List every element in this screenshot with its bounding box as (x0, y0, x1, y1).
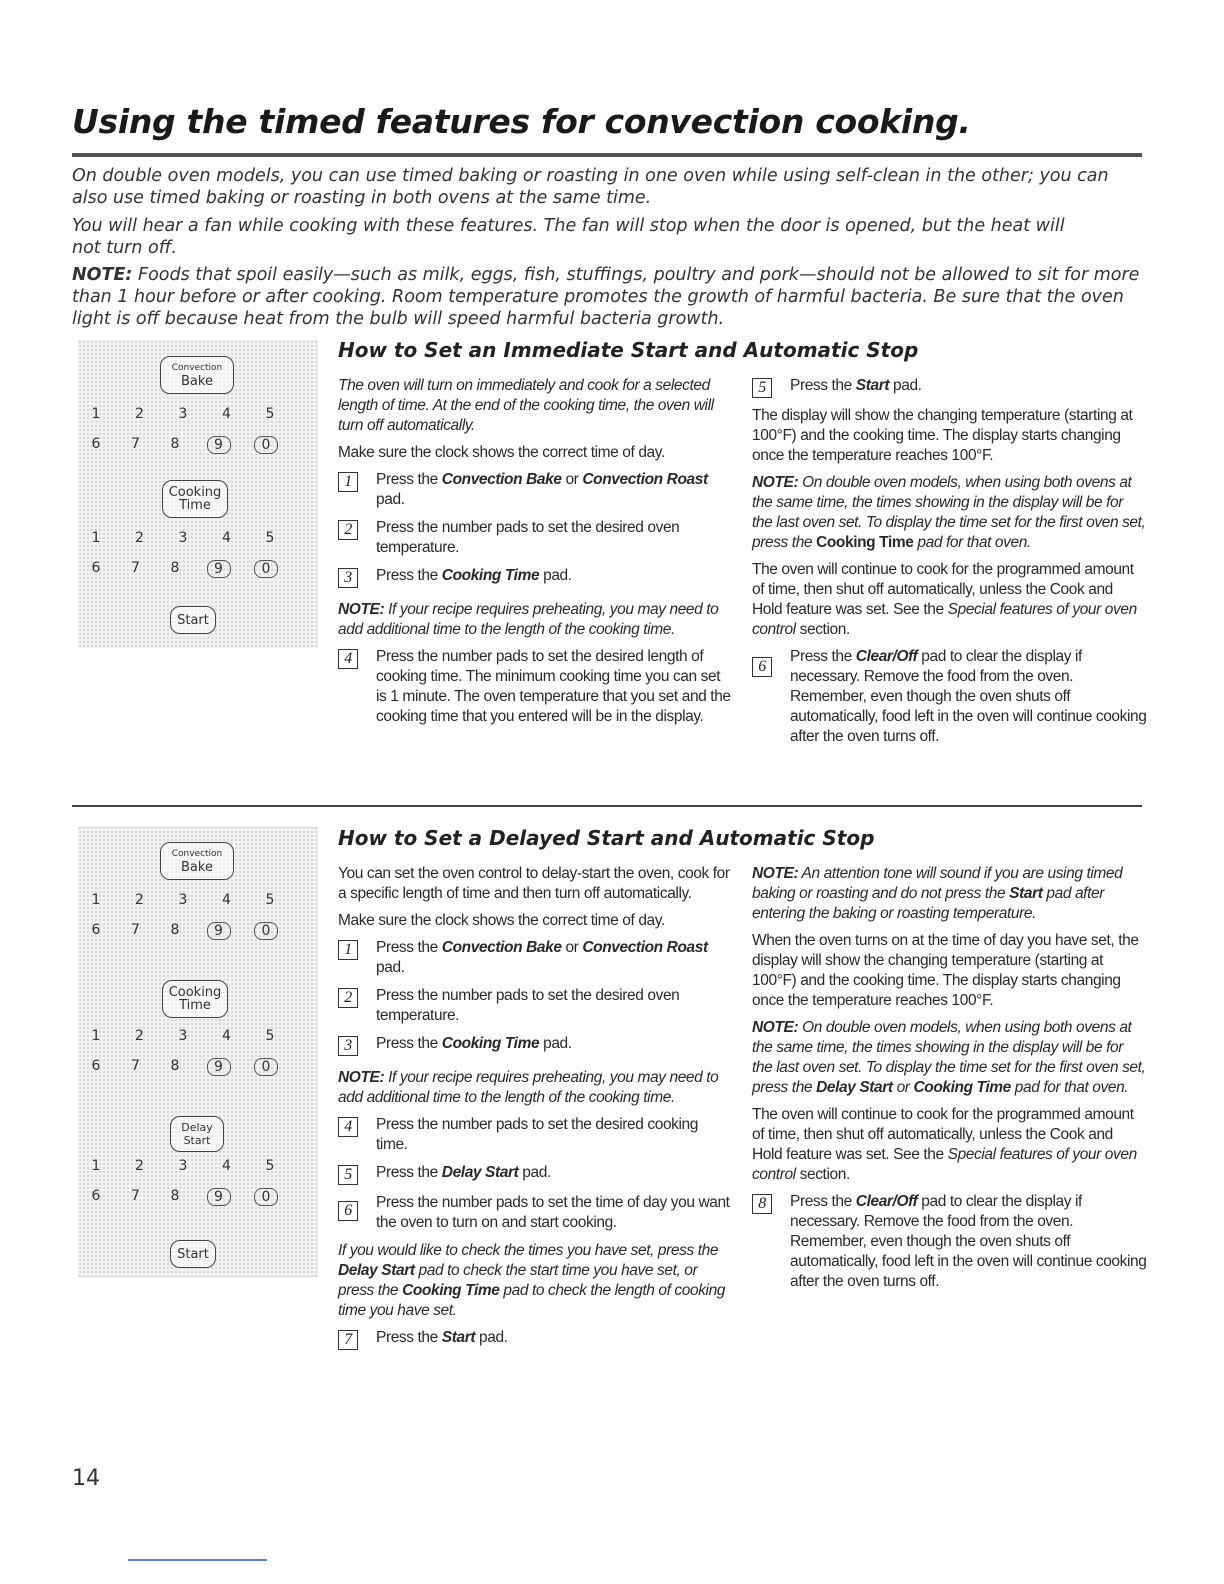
note-text: pad for that oven. (913, 534, 1031, 551)
step-text: pad. (539, 567, 572, 584)
key-3: 3 (178, 406, 188, 422)
body-text: pad to check the start time you have set, or press the (338, 1262, 698, 1299)
key-7: 7 (131, 922, 140, 938)
delay-start-ref: Delay Start (338, 1262, 415, 1279)
note-text: pad after entering the baking or roasting temperature. (752, 885, 1104, 922)
keypad-illustration-delayed (78, 826, 318, 1278)
convection-bake-pad (160, 356, 234, 394)
key-6: 6 (91, 436, 101, 452)
number-row-6 (88, 1188, 278, 1206)
note-label: NOTE: (338, 601, 385, 618)
step-number: 6 (338, 1201, 358, 1221)
delayed-start-heading: How to Set a Delayed Start and Automatic Stop (338, 826, 875, 850)
key-2: 2 (135, 1028, 144, 1044)
immediate-step-5 (752, 376, 1147, 398)
key-2: 2 (135, 892, 144, 908)
body-text: The oven will continue to cook for the programmed amount of time, then shut off automatically, unless the Cook and Hold feature was set. See the (752, 1106, 1134, 1163)
step-number: 4 (338, 1117, 358, 1137)
start-label: Start (183, 1134, 211, 1147)
step-text: pad to clear the display if necessary. Remove the food from the oven. Remember, even though the oven shuts off automatically, food left in the oven will continue cooking after the oven turns off. (790, 1193, 1147, 1290)
key-2: 2 (135, 1158, 144, 1174)
cooking-time-pad (162, 980, 228, 1018)
note-text: An attention tone will sound if you are using timed baking or roasting and do not press the (752, 865, 1123, 902)
step-text: Press the (376, 567, 442, 584)
key-9: 9 (207, 560, 231, 578)
convection-label: Convection (171, 849, 223, 859)
keypad-illustration-immediate (78, 340, 318, 648)
key-8: 8 (170, 922, 180, 938)
key-3: 3 (178, 892, 188, 908)
key-4: 4 (222, 530, 231, 546)
number-row-1 (88, 892, 278, 908)
key-4: 4 (222, 406, 231, 422)
body-text: section. (795, 1166, 850, 1183)
clear-off-ref: Clear/Off (855, 1193, 918, 1210)
note-label: NOTE: (752, 474, 799, 491)
step-number: 4 (338, 649, 358, 669)
step-text: pad. (376, 491, 405, 508)
step-text: pad. (889, 377, 922, 394)
delayed-step-6 (338, 1193, 733, 1233)
convection-bake-pad (160, 842, 234, 880)
key-2: 2 (135, 530, 144, 546)
key-6: 6 (91, 560, 101, 576)
display-description: When the oven turns on at the time of day you have set, the display will show the changing temperature (starting at 100°F) and the cooking time. The display starts changing once the temperature reaches 100°F. (752, 932, 1139, 1009)
title-divider (72, 153, 1142, 157)
continue-cooking-text (752, 1105, 1147, 1185)
delayed-right-column (752, 864, 1147, 1300)
double-oven-note (752, 1018, 1147, 1098)
time-label: Time (179, 998, 211, 1013)
key-9: 9 (207, 436, 231, 454)
body-text: If you would like to check the times you have set, press the (338, 1242, 719, 1259)
number-row-2 (88, 436, 278, 454)
key-9: 9 (207, 1058, 231, 1076)
clock-reminder: Make sure the clock shows the correct time of day. (338, 444, 665, 461)
cooking-time-ref: Cooking Time (913, 1079, 1011, 1096)
key-6: 6 (91, 1188, 101, 1204)
preheat-note (338, 1068, 733, 1108)
step-number: 6 (752, 657, 772, 677)
step-number: 3 (338, 568, 358, 588)
key-1: 1 (91, 530, 101, 546)
special-features-ref: Special features of your oven control (752, 601, 1137, 638)
convection-label: Convection (171, 363, 223, 373)
immediate-step-4 (338, 647, 733, 727)
delayed-step-7 (338, 1328, 733, 1350)
special-features-ref: Special features of your oven control (752, 1146, 1137, 1183)
start-label: Start (177, 1246, 209, 1262)
food-safety-note (72, 264, 1147, 330)
immediate-intro: The oven will turn on immediately and cook for a selected length of time. At the end of the cooking time, the oven will turn off automatically. (338, 377, 714, 434)
step-text: pad. (376, 959, 405, 976)
start-ref: Start (1009, 885, 1043, 902)
step-number: 2 (338, 988, 358, 1008)
bake-label: Bake (181, 860, 213, 875)
cooking-time-ref: Cooking Time (816, 534, 914, 551)
step-number: 5 (752, 378, 772, 398)
key-7: 7 (131, 1058, 140, 1074)
step-text: Press the (790, 377, 856, 394)
display-description: The display will show the changing temperature (starting at 100°F) and the cooking time. The display starts changing once the temperature reaches 100°F. (752, 407, 1133, 464)
key-1: 1 (91, 1028, 101, 1044)
key-8: 8 (170, 560, 180, 576)
step-text: Press the number pads to set the desired cooking time. (376, 1116, 698, 1153)
start-ref: Start (855, 377, 890, 394)
note-label: NOTE: (338, 1069, 385, 1086)
note-text: or (892, 1079, 914, 1096)
step-text: pad. (475, 1329, 508, 1346)
note-label: NOTE: (752, 865, 799, 882)
start-label: Start (177, 612, 209, 628)
key-4: 4 (222, 1028, 231, 1044)
key-7: 7 (131, 436, 140, 452)
footer-link-underline (128, 1559, 267, 1561)
step-number: 8 (752, 1194, 772, 1214)
note-text: If your recipe requires preheating, you may need to add additional time to the length of the cooking time. (338, 1069, 719, 1106)
immediate-step-2 (338, 518, 733, 558)
note-label: NOTE: (752, 1019, 799, 1036)
key-3: 3 (178, 1158, 188, 1174)
note-text: On double oven models, when using both ovens at the same time, the times showing in the display will be for the last oven set. To display the time set for the first oven set, press the (752, 474, 1146, 551)
delayed-step-5 (338, 1163, 733, 1185)
convection-roast-ref: Convection Roast (582, 939, 708, 956)
key-4: 4 (222, 1158, 231, 1174)
key-5: 5 (265, 530, 275, 546)
delay-start-pad (170, 1116, 224, 1152)
step-number: 2 (338, 520, 358, 540)
intro-paragraph-2: You will hear a fan while cooking with these features. The fan will stop when the door is opened, but the heat will not turn off. (72, 216, 1065, 258)
delayed-step-8 (752, 1192, 1147, 1292)
cooking-label: Cooking (168, 485, 222, 500)
step-text: Press the number pads to set the desired oven temperature. (376, 987, 680, 1024)
key-8: 8 (170, 1058, 180, 1074)
step-number: 1 (338, 472, 358, 492)
key-3: 3 (178, 530, 188, 546)
key-8: 8 (170, 436, 180, 452)
key-5: 5 (265, 406, 275, 422)
number-row-4 (88, 560, 278, 578)
note-text: Foods that spoil easily—such as milk, eggs, fish, stuffings, poultry and pork—should not be allowed to sit for more than 1 hour before or after cooking. Room temperature promotes the growth of harmful bacteria. Be sure that the oven light is off because heat from the bulb will speed harmful bacteria growth. (72, 265, 1140, 329)
step-text: pad. (518, 1164, 551, 1181)
key-7: 7 (131, 560, 140, 576)
delayed-step-4 (338, 1115, 733, 1155)
body-text: The oven will continue to cook for the programmed amount of time, then shut off automatically, unless the Cook and Hold feature was set. See the (752, 561, 1134, 618)
delayed-step-3 (338, 1034, 733, 1056)
continue-cooking-text (752, 560, 1147, 640)
preheat-note (338, 600, 733, 640)
attention-tone-note (752, 864, 1147, 924)
step-text: or (561, 471, 583, 488)
step-text: Press the number pads to set the desired length of cooking time. The minimum cooking time you can set is 1 minute. The oven temperature that you set and the cooking time that you entered will be in the display. (376, 648, 731, 725)
number-row-3 (88, 1028, 278, 1044)
double-oven-note (752, 473, 1147, 553)
key-0: 0 (254, 560, 278, 578)
step-text: Press the number pads to set the desired oven temperature. (376, 519, 680, 556)
key-9: 9 (207, 922, 231, 940)
step-text: pad to clear the display if necessary. Remove the food from the oven. Remember, even though the oven shuts off automatically, food left in the oven will continue cooking after the oven turns off. (790, 648, 1147, 745)
bake-label: Bake (181, 374, 213, 389)
step-text: Press the number pads to set the time of day you want the oven to turn on and start cooking. (376, 1194, 730, 1231)
key-0: 0 (254, 922, 278, 940)
immediate-left-column (338, 376, 733, 735)
number-row-1 (88, 406, 278, 422)
key-1: 1 (91, 892, 101, 908)
section-divider (72, 805, 1142, 807)
step-text: Press the (376, 1164, 442, 1181)
key-5: 5 (265, 1028, 275, 1044)
key-6: 6 (91, 922, 101, 938)
step-text: pad. (539, 1035, 572, 1052)
note-text: pad for that oven. (1010, 1079, 1129, 1096)
step-number: 1 (338, 940, 358, 960)
key-5: 5 (265, 1158, 275, 1174)
start-ref: Start (441, 1329, 476, 1346)
delayed-step-2 (338, 986, 733, 1026)
key-8: 8 (170, 1188, 180, 1204)
clear-off-ref: Clear/Off (855, 648, 918, 665)
key-0: 0 (254, 436, 278, 454)
step-number: 7 (338, 1330, 358, 1350)
convection-bake-ref: Convection Bake (441, 939, 562, 956)
clock-reminder: Make sure the clock shows the correct time of day. (338, 912, 665, 929)
delayed-intro: You can set the oven control to delay-start the oven, cook for a specific length of time and then turn off automatically. (338, 865, 730, 902)
delay-start-ref: Delay Start (816, 1079, 893, 1096)
delayed-step-1 (338, 938, 733, 978)
key-1: 1 (91, 1158, 101, 1174)
key-3: 3 (178, 1028, 188, 1044)
number-row-2 (88, 922, 278, 940)
convection-roast-ref: Convection Roast (582, 471, 708, 488)
key-9: 9 (207, 1188, 231, 1206)
cooking-time-ref: Cooking Time (402, 1282, 500, 1299)
number-row-3 (88, 530, 278, 546)
step-text: Press the (376, 471, 442, 488)
step-text: Press the (376, 1329, 442, 1346)
key-0: 0 (254, 1058, 278, 1076)
step-text: Press the (376, 939, 442, 956)
immediate-start-heading: How to Set an Immediate Start and Automatic Stop (338, 338, 919, 362)
step-text: Press the (376, 1035, 442, 1052)
number-row-5 (88, 1158, 278, 1174)
convection-bake-ref: Convection Bake (441, 471, 562, 488)
page-title: Using the timed features for convection cooking. (72, 102, 971, 141)
cooking-time-ref: Cooking Time (441, 567, 540, 584)
key-7: 7 (131, 1188, 140, 1204)
time-label: Time (179, 498, 211, 513)
step-text: Press the (790, 1193, 856, 1210)
key-5: 5 (265, 892, 275, 908)
note-label: NOTE: (72, 265, 133, 285)
start-pad (170, 606, 216, 634)
step-text: or (561, 939, 583, 956)
step-text: Press the (790, 648, 856, 665)
key-0: 0 (254, 1188, 278, 1206)
cooking-label: Cooking (168, 985, 222, 1000)
note-text: If your recipe requires preheating, you may need to add additional time to the length of the cooking time. (338, 601, 719, 638)
cooking-time-pad (162, 480, 228, 518)
start-pad (170, 1240, 216, 1268)
delayed-left-column (338, 864, 733, 1358)
body-text: section. (795, 621, 850, 638)
immediate-step-1 (338, 470, 733, 510)
cooking-time-ref: Cooking Time (441, 1035, 540, 1052)
step-number: 5 (338, 1165, 358, 1185)
delay-label: Delay (181, 1121, 213, 1134)
delay-start-ref: Delay Start (441, 1164, 519, 1181)
page-number: 14 (72, 1466, 100, 1491)
immediate-step-3 (338, 566, 733, 588)
key-6: 6 (91, 1058, 101, 1074)
immediate-right-column (752, 376, 1147, 755)
body-text: pad to check the length of cooking time you have set. (338, 1282, 726, 1319)
key-2: 2 (135, 406, 144, 422)
intro-paragraph-1: On double oven models, you can use timed baking or roasting in one oven while using self-clean in the other; you can also use timed baking or roasting in both ovens at the same time. (72, 166, 1109, 208)
number-row-4 (88, 1058, 278, 1076)
check-times-text (338, 1241, 733, 1321)
key-4: 4 (222, 892, 231, 908)
key-1: 1 (91, 406, 101, 422)
note-text: On double oven models, when using both ovens at the same time, the times showing in the display will be for the last oven set. To display the time set for the first oven set, press the (752, 1019, 1146, 1096)
immediate-step-6 (752, 647, 1147, 747)
step-number: 3 (338, 1036, 358, 1056)
